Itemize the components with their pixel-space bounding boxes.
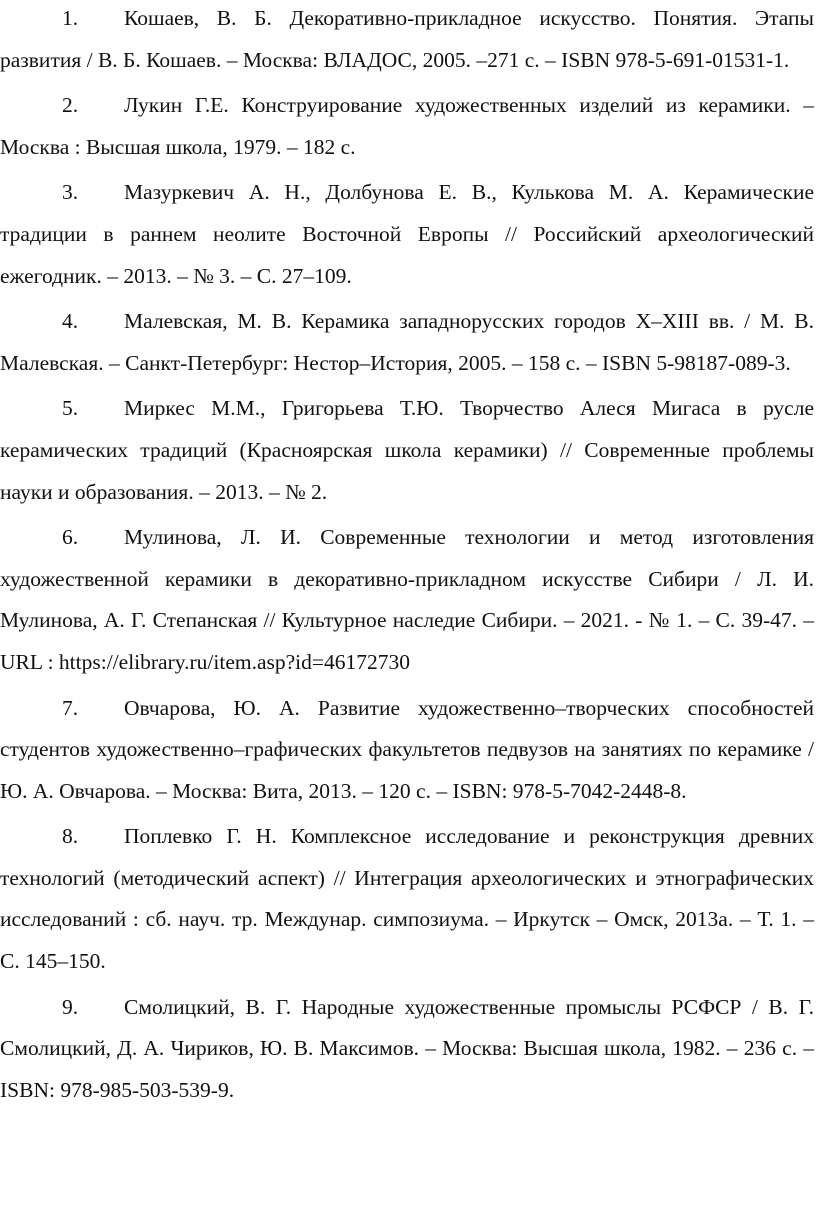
reference-text: Малевская, М. В. Керамика западнорусских городов Х–XIII вв. / М. В. Малевская. – Санкт-Петербург: Нестор–История, 2005. – 158 с. – ISBN 5-98187-089-3. xyxy=(0,309,814,375)
reference-text: Миркес М.М., Григорьева Т.Ю. Творчество Алеся Мигаса в русле керамических традиций (Красноярская школа керамики) // Современные проблемы науки и образования. – 2013. – № 2. xyxy=(0,396,814,504)
reference-number: 3. xyxy=(62,180,79,205)
reference-item xyxy=(0,816,816,982)
reference-text: Лукин Г.Е. Конструирование художественных изделий из керамики. – Москва : Высшая школа, 1979. – 182 с. xyxy=(0,93,814,159)
reference-number: 4. xyxy=(62,309,79,334)
reference-item xyxy=(0,0,816,81)
reference-item xyxy=(0,172,816,297)
reference-item xyxy=(0,388,816,513)
reference-item xyxy=(0,688,816,813)
reference-text: Овчарова, Ю. А. Развитие художественно–творческих способностей студентов художественно–графических факультетов педвузов на занятиях по керамике / Ю. А. Овчарова. – Москва: Вита, 2013. – 120 с. – ISBN: 978-5-7042-2448-8. xyxy=(0,695,814,803)
reference-text: Мазуркевич А. Н., Долбунова Е. В., Кулькова М. А. Керамические традиции в раннем неолите Восточной Европы // Российский археологический ежегодник. – 2013. – № 3. – С. 27–109. xyxy=(0,180,814,288)
reference-number: 2. xyxy=(62,93,79,118)
reference-text: Поплевко Г. Н. Комплексное исследование и реконструкция древних технологий (методический аспект) // Интеграция археологических и этнографических исследований : сб. науч. тр. Междунар. симпозиума. – Иркутск – Омск, 2013а. – Т. 1. – С. 145–150. xyxy=(0,824,814,974)
reference-text: Кошаев, В. Б. Декоративно-прикладное искусство. Понятия. Этапы развития / В. Б. Кошаев. – Москва: ВЛАДОС, 2005. –271 с. – ISBN 978-5-691-01531-1. xyxy=(0,6,814,72)
reference-text: Мулинова, Л. И. Современные технологии и метод изготовления художественной керамики в декоративно-прикладном искусстве Сибири / Л. И. Мулинова, А. Г. Степанская // Культурное наследие Сибири. – 2021. - № 1. – С. 39-47. – URL : https://elibrary.ru/item.asp?id=46172730 xyxy=(0,525,814,674)
reference-item xyxy=(0,85,816,168)
reference-number: 7. xyxy=(62,695,79,720)
reference-number: 1. xyxy=(62,6,79,30)
reference-number: 6. xyxy=(62,525,79,550)
reference-item xyxy=(0,987,816,1112)
reference-number: 5. xyxy=(62,396,79,421)
reference-number: 8. xyxy=(62,824,79,849)
reference-item xyxy=(0,301,816,384)
reference-item xyxy=(0,517,816,683)
reference-text: Смолицкий, В. Г. Народные художественные промыслы РСФСР / В. Г. Смолицкий, Д. А. Чириков, Ю. В. Максимов. – Москва: Высшая школа, 1982. – 236 с. – ISBN: 978-985-503-539-9. xyxy=(0,994,814,1102)
reference-number: 9. xyxy=(62,994,79,1019)
